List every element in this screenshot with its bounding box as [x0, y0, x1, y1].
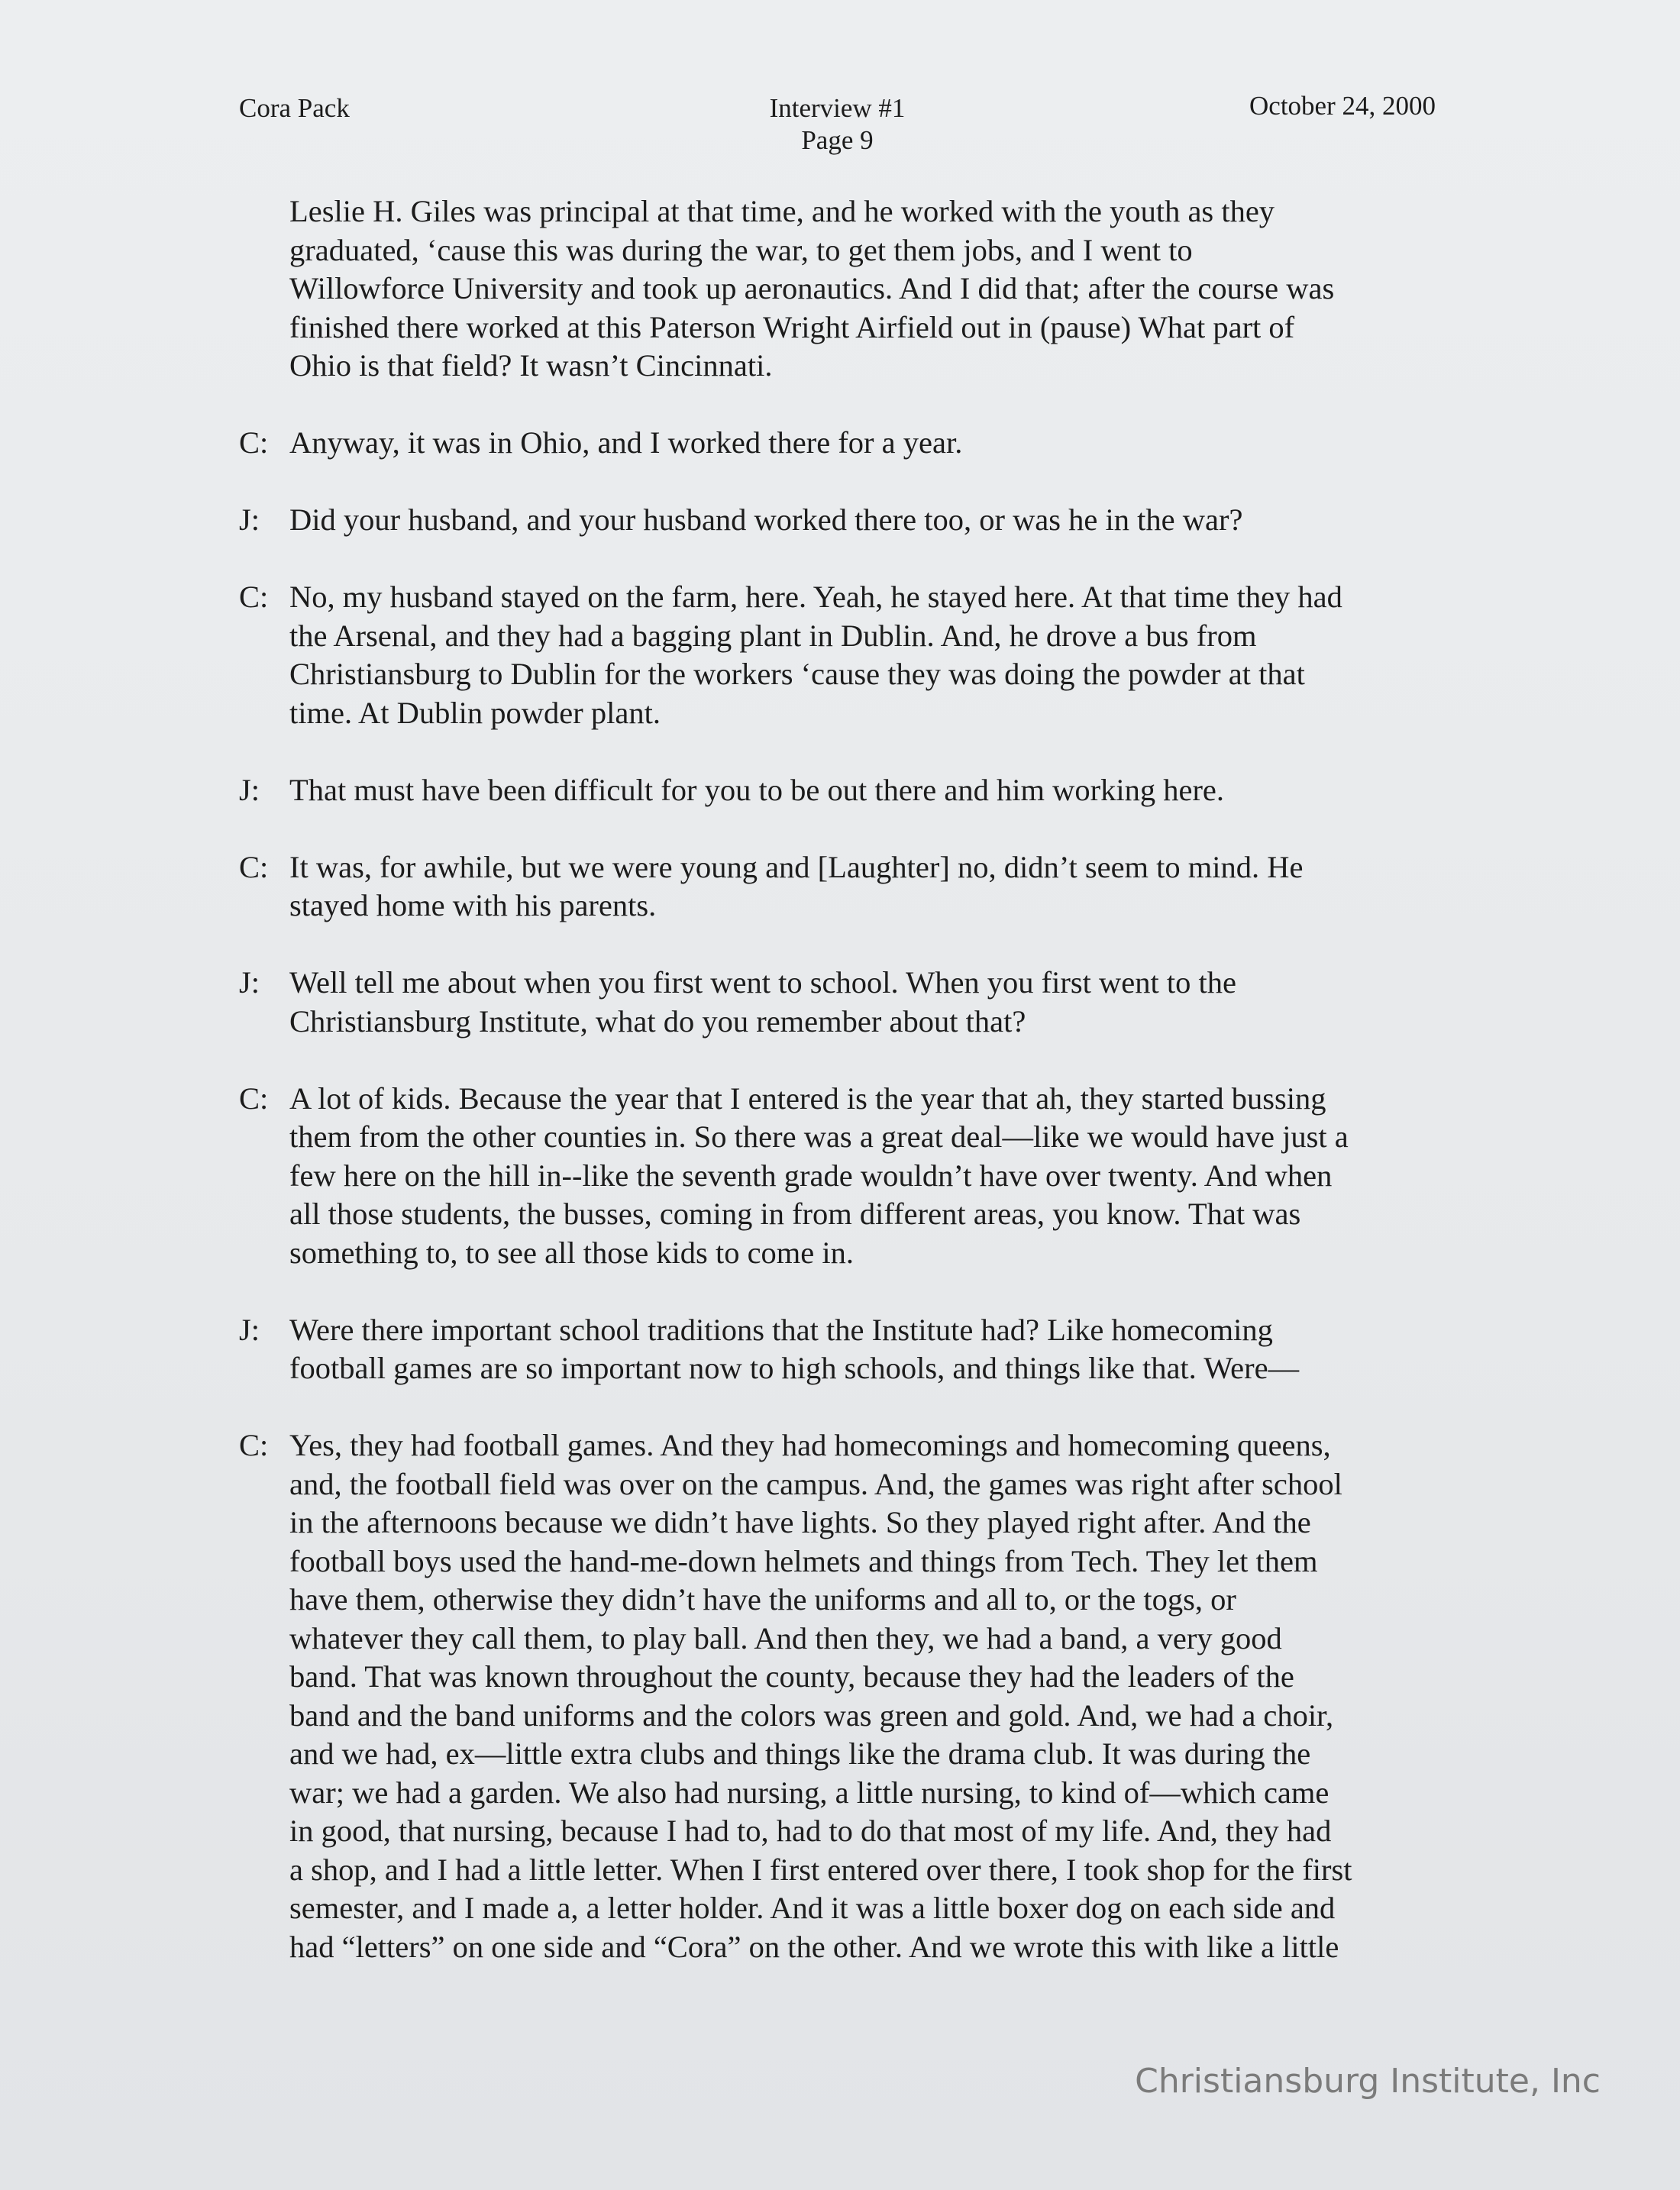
transcript-line: had “letters” on one side and “Cora” on the other. And we wrote this with like a little — [289, 1929, 1339, 1964]
transcript-paragraph — [239, 771, 1461, 810]
speaker-label: C: — [239, 580, 269, 614]
transcript-paragraph — [239, 848, 1461, 925]
transcript-paragraph — [239, 1311, 1461, 1388]
speaker-label: C: — [239, 1080, 269, 1116]
transcript-paragraph — [239, 501, 1461, 540]
transcript-line: have them, otherwise they didn’t have the uniforms and all to, or the togs, or — [289, 1582, 1236, 1617]
transcript-line: football boys used the hand-me-down helmets and things from Tech. They let them — [289, 1543, 1318, 1578]
transcript-line: them from the other counties in. So there was a great deal—like we would have just a — [289, 1119, 1349, 1154]
watermark: Christiansburg Institute, Inc — [1135, 2062, 1601, 2101]
transcript-line: Willowforce University and took up aeronautics. And I did that; after the course was — [289, 271, 1335, 305]
transcript-paragraph — [239, 424, 1461, 463]
transcript-body — [239, 192, 1461, 2005]
transcript-line: war; we had a garden. We also had nursing, a little nursing, to kind of—which came — [289, 1775, 1329, 1810]
transcript-line: the Arsenal, and they had a bagging plant in Dublin. And, he drove a bus from — [289, 618, 1257, 653]
transcript-line: whatever they call them, to play ball. And then they, we had a band, a very good — [289, 1620, 1282, 1655]
speaker-label: J: — [239, 772, 260, 807]
transcript-line: Were there important school traditions that the Institute had? Like homecoming — [289, 1312, 1273, 1347]
transcript-line: Yes, they had football games. And they had homecomings and homecoming queens, — [289, 1428, 1331, 1462]
header-page-number: Page 9 — [801, 125, 874, 155]
header-date: October 24, 2000 — [1249, 91, 1436, 121]
speaker-label: C: — [239, 425, 269, 460]
transcript-line: time. At Dublin powder plant. — [289, 695, 661, 730]
transcript-line: in good, that nursing, because I had to, had to do that most of my life. And, they had — [289, 1814, 1332, 1848]
transcript-line: band. That was known throughout the county, because they had the leaders of the — [289, 1659, 1294, 1694]
speaker-label: J: — [239, 1312, 260, 1347]
transcript-line: Christiansburg to Dublin for the workers ‘cause they was doing the powder at that — [289, 657, 1305, 691]
transcript-line: stayed home with his parents. — [289, 888, 657, 922]
speaker-label: C: — [239, 1428, 269, 1462]
transcript-paragraph — [239, 578, 1461, 732]
transcript-line: band and the band uniforms and the colors was green and gold. And, we had a choir, — [289, 1697, 1334, 1733]
transcript-paragraph — [239, 964, 1461, 1041]
transcript-line: graduated, ‘cause this was during the war, to get them jobs, and I went to — [289, 232, 1193, 267]
transcript-line: in the afternoons because we didn’t have lights. So they played right after. And the — [289, 1505, 1311, 1539]
header-interviewee: Cora Pack — [239, 93, 350, 123]
page-header — [239, 90, 1436, 166]
transcript-line: few here on the hill in--like the seventh grade wouldn’t have over twenty. And when — [289, 1158, 1333, 1193]
speaker-label: C: — [239, 849, 269, 884]
transcript-line: finished there worked at this Paterson Wright Airfield out in (pause) What part of — [289, 309, 1295, 344]
transcript-line: It was, for awhile, but we were young and [Laughter] no, didn’t seem to mind. He — [289, 849, 1304, 884]
transcript-line: football games are so important now to high schools, and things like that. Were— — [289, 1351, 1300, 1385]
transcript-line: Ohio is that field? It wasn’t Cincinnati. — [289, 348, 773, 383]
transcript-line: all those students, the busses, coming in from different areas, you know. That was — [289, 1197, 1301, 1231]
transcript-line: and we had, ex—little extra clubs and things like the drama club. It was during the — [289, 1736, 1311, 1771]
transcript-line: a shop, and I had a little letter. When I first entered over there, I took shop for the first — [289, 1852, 1352, 1887]
transcript-line: Did your husband, and your husband worked there too, or was he in the war? — [289, 502, 1243, 537]
transcript-line: That must have been difficult for you to be out there and him working here. — [289, 772, 1225, 807]
transcript-line: and, the football field was over on the campus. And, the games was right after school — [289, 1466, 1342, 1501]
transcript-line: Anyway, it was in Ohio, and I worked there for a year. — [289, 425, 963, 460]
header-interview-number: Interview #1 — [769, 93, 906, 123]
transcript-line: No, my husband stayed on the farm, here. Yeah, he stayed here. At that time they had — [289, 580, 1342, 614]
transcript-line: Leslie H. Giles was principal at that time, and he worked with the youth as they — [289, 194, 1275, 228]
transcript-paragraph — [239, 192, 1461, 386]
transcript-line: Christiansburg Institute, what do you remember about that? — [289, 1003, 1026, 1038]
transcript-paragraph — [239, 1426, 1461, 1966]
speaker-label: J: — [239, 502, 260, 537]
transcript-line: A lot of kids. Because the year that I entered is the year that ah, they started bussing — [289, 1080, 1326, 1116]
speaker-label: J: — [239, 965, 260, 1000]
transcript-line: Well tell me about when you first went to school. When you first went to the — [289, 965, 1236, 1000]
transcript-paragraph — [239, 1080, 1461, 1273]
transcript-line: something to, to see all those kids to come in. — [289, 1235, 855, 1270]
transcript-line: semester, and I made a, a letter holder. And it was a little boxer dog on each side and — [289, 1891, 1336, 1925]
